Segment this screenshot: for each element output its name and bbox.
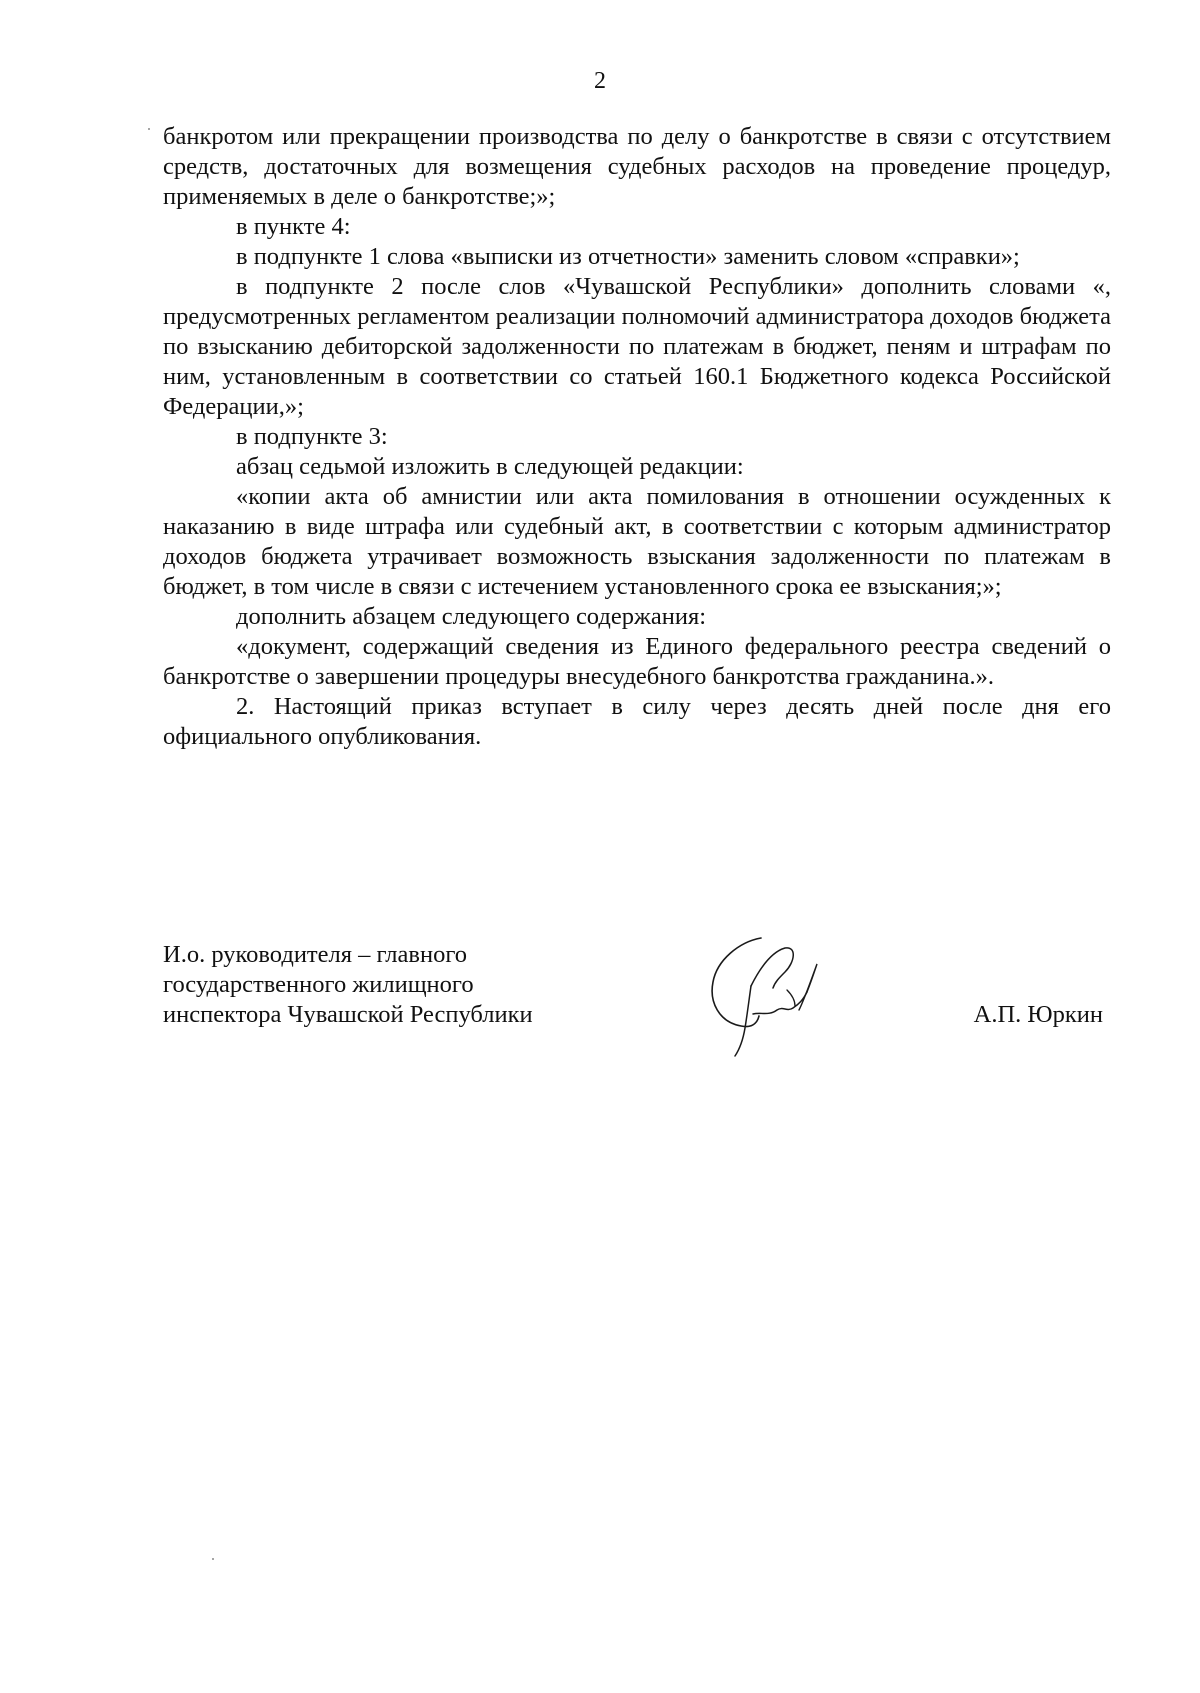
- document-body: [163, 122, 1111, 752]
- paragraph-amnesty-copy: «копии акта об амнистии или акта помилования в отношении осужденных к наказанию в виде штрафа или судебный акт, в соответствии с которым администратор доходов бюджета утрачивает возможность взыскания задолженности по платежам в бюджет, в том числе в связи с истечением установленного срока ее взыскания;»;: [163, 483, 1111, 600]
- paragraph-effective-date: 2. Настоящий приказ вступает в силу через десять дней после дня его официального опубликования.: [163, 693, 1111, 750]
- paragraph-subitem-1: в подпункте 1 слова «выписки из отчетности» заменить словом «справки»;: [236, 243, 1020, 270]
- signatory-name: А.П. Юркин: [973, 1001, 1103, 1028]
- paragraph-seventh-abzac: абзац седьмой изложить в следующей редакции:: [236, 453, 744, 480]
- handwritten-signature: [699, 930, 839, 1060]
- paragraph-add-abzac: дополнить абзацем следующего содержания:: [236, 603, 707, 630]
- scan-speck: [148, 128, 150, 130]
- paragraph-item-4: в пункте 4:: [236, 213, 351, 240]
- signatory-title-line: И.о. руководителя – главного: [163, 941, 468, 968]
- page-number: 2: [594, 68, 606, 94]
- paragraph-subitem-2: в подпункте 2 после слов «Чувашской Республики» дополнить словами «, предусмотренных регламентом реализации полномочий администратора доходов бюджета по взысканию дебиторской задолженности по платежам в бюджет, пеням и штрафам по ним, установленным в соответствии со статьей 160.1 Бюджетного кодекса Российской Федерации,»;: [163, 273, 1111, 420]
- paragraph-subitem-3: в подпункте 3:: [236, 423, 388, 450]
- paragraph-bankruptcy-document: «документ, содержащий сведения из Единого федерального реестра сведений о банкротстве о завершении процедуры внесудебного банкротства гражданина.».: [163, 633, 1111, 690]
- paragraph-continuation: банкротом или прекращении производства по делу о банкротстве в связи с отсутствием средств, достаточных для возмещения судебных расходов на проведение процедур, применяемых в деле о банкротстве;»;: [163, 123, 1111, 210]
- scan-speck: [212, 1558, 214, 1560]
- signatory-title: [163, 940, 533, 1030]
- signature-block: [163, 940, 1111, 1080]
- signatory-title-line: инспектора Чувашской Республики: [163, 1001, 533, 1028]
- signatory-title-line: государственного жилищного: [163, 971, 474, 998]
